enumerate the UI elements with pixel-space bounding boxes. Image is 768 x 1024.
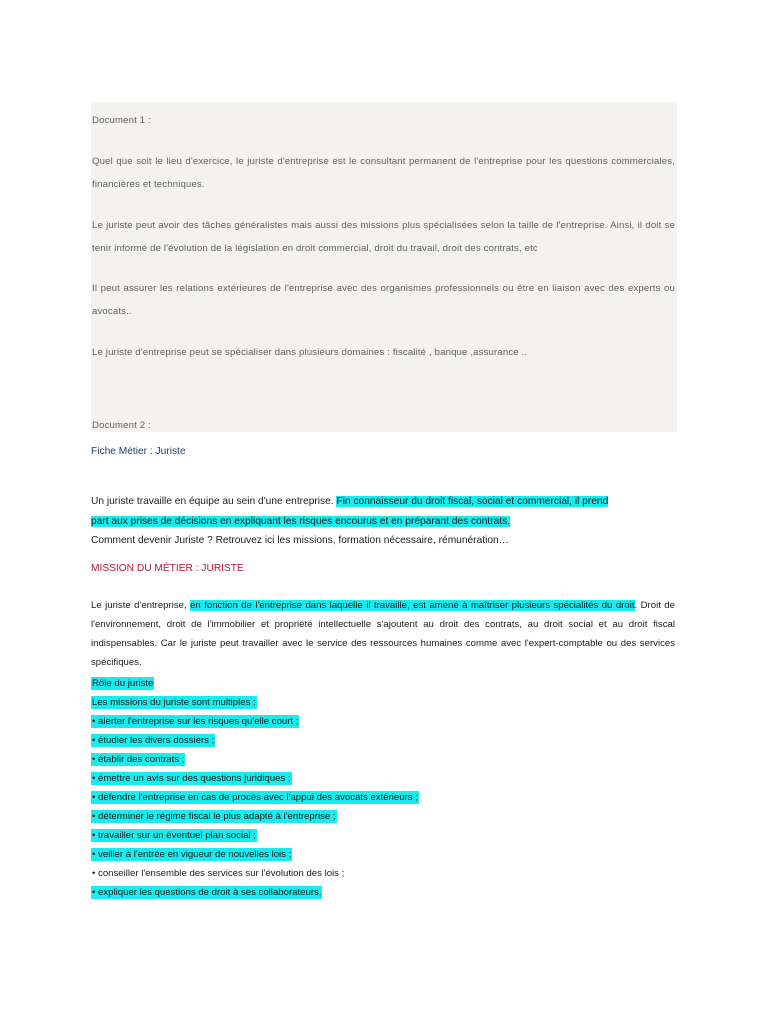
intro-text: Un juriste travaille en équipe au sein d'une entreprise. — [91, 496, 337, 507]
list-item: • étudier les divers dossiers ; — [92, 735, 215, 746]
list-item: • déterminer le régime fiscal le plus adapté à l'entreprise ; — [92, 811, 336, 822]
list-item: • veiller à l'entrée en vigueur de nouvelles lois ; — [92, 849, 292, 860]
highlighted-text: Fin connaisseur du droit fiscal, social et commercial, il prend — [336, 496, 609, 507]
intro-line-1 — [91, 495, 608, 508]
document-1-paragraph: Le juriste peut avoir des tâches généralistes mais aussi des missions plus spécialisées selon la taille de l'entreprise. Ainsi, il doit se tenir informé de l'évolution de la législation en droit commercial, droit du travail, droit des contrats, etc — [92, 220, 675, 254]
highlighted-text: en fonction de l'entreprise dans laquelle il travaille, est amené à maîtriser plusieurs spécialités du droit — [190, 600, 635, 611]
document-1-paragraph: Quel que soit le lieu d'exercice, le juriste d'entreprise est le consultant permanent de l'entreprise pour les questions commerciales, financières et techniques. — [92, 156, 675, 190]
mission-text: Le juriste d'entreprise, — [91, 600, 191, 611]
intro-line-3: Comment devenir Juriste ? Retrouvez ici les missions, formation nécessaire, rémunération… — [91, 535, 509, 546]
document-2-heading: Document 2 : — [92, 420, 151, 431]
highlighted-text: part aux prises de décisions en expliquant les risques encourus et en préparant des contrats. — [91, 516, 511, 527]
mission-title: MISSION DU MÉTIER : JURISTE — [91, 563, 244, 574]
list-item: • alerter l'entreprise sur les risques qu'elle court ; — [92, 716, 299, 727]
document-1-paragraph: Le juriste d'entreprise peut se spécialiser dans plusieurs domaines : fiscalité , banque ,assurance .. — [92, 347, 528, 358]
list-item: • conseiller l'ensemble des services sur l'évolution des lois ; — [92, 868, 345, 879]
list-item: • défendre l'entreprise en cas de procès avec l'appui des avocats extérieurs ; — [92, 792, 418, 803]
document-1-heading: Document 1 : — [92, 115, 151, 126]
intro-line-2 — [91, 515, 510, 528]
mission-text: . Droit de l'environnement, droit de l'immobilier et propriété intellectuelle s'ajoutent au droit des contrats, au droit social et au droit fiscal indispensables. Car le juriste peut travailler avec le service des ressources humaines comme avec l'expert-comptable ou des services spécifiques. — [91, 600, 675, 668]
document-1-paragraph: Il peut assurer les relations extérieures de l'entreprise avec des organismes professionnels ou être en liaison avec des experts ou avocats.. — [92, 283, 675, 317]
list-item: • établir des contrats ; — [92, 754, 185, 765]
role-title: Rôle du juriste — [92, 678, 154, 689]
list-item: • expliquer les questions de droit à ses collaborateurs. — [92, 887, 322, 898]
mission-paragraph — [91, 596, 675, 672]
missions-list — [91, 674, 419, 902]
missions-intro: Les missions du juriste sont multiples : — [92, 697, 256, 708]
fiche-metier-title: Fiche Métier : Juriste — [91, 446, 186, 457]
document-1-block — [91, 102, 677, 432]
list-item: • travailler sur un éventuel plan social ; — [92, 830, 256, 841]
list-item: • émettre un avis sur des questions juridiques ; — [92, 773, 291, 784]
